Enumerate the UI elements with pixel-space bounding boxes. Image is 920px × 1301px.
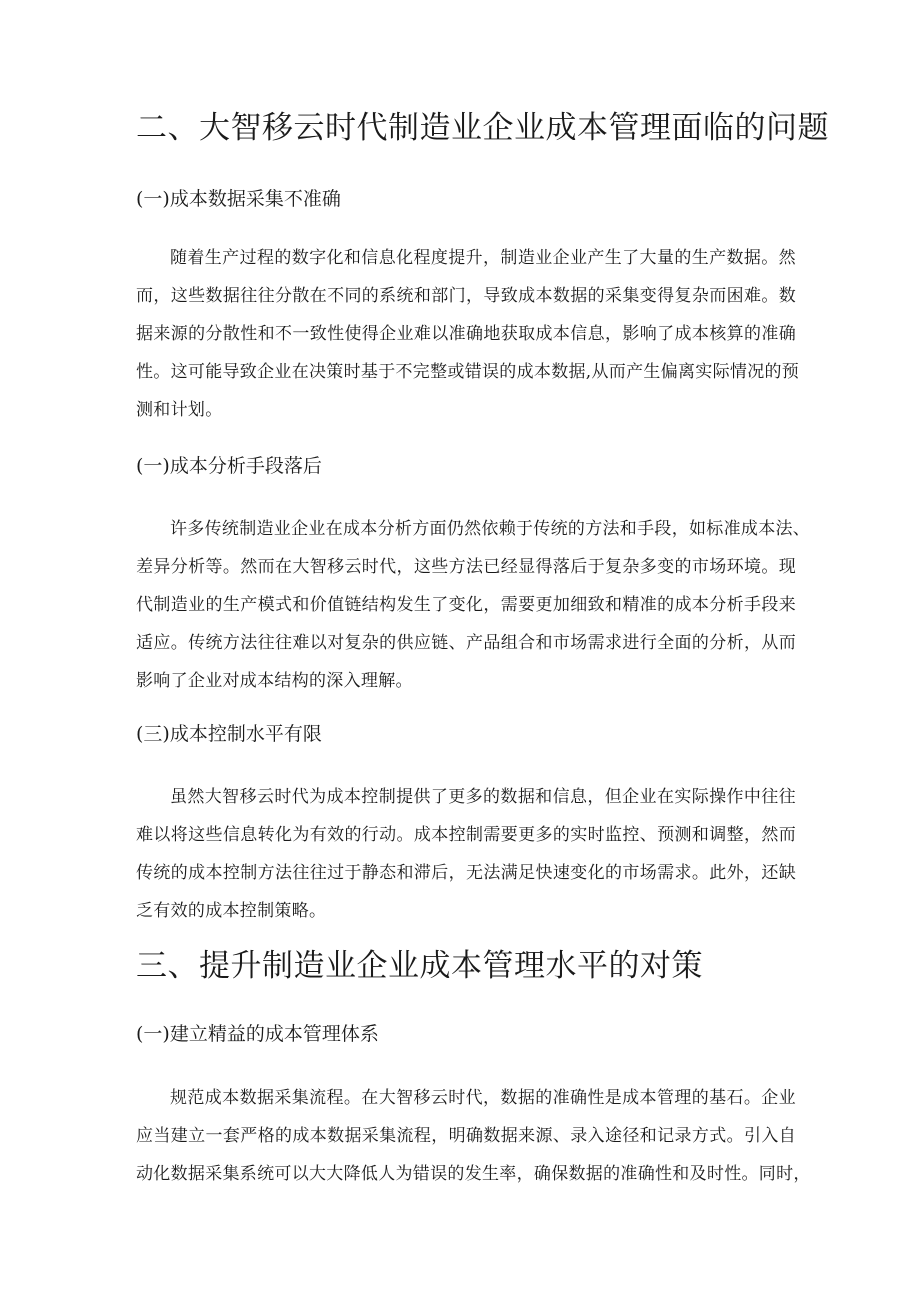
subsection-title-3-1: (一)建立精益的成本管理体系 [136,1023,379,1045]
paragraph-line: 性。这可能导致企业在决策时基于不完整或错误的成本数据,从而产生偏离实际情况的预 [136,362,800,382]
paragraph-2-2 [136,510,811,700]
paragraph-line: 许多传统制造业企业在成本分析方面仍然依赖于传统的方法和手段，如标准成本法、 [170,519,811,539]
paragraph-line: 而，这些数据往往分散在不同的系统和部门，导致成本数据的采集变得复杂而困难。数 [136,286,796,306]
paragraph-line: 应当建立一套严格的成本数据采集流程，明确数据来源、录入途径和记录方式。引入自 [136,1126,796,1146]
subsection-title-2-2: (一)成本分析手段落后 [136,455,322,477]
subsection-title-2-1: (一)成本数据采集不准确 [136,188,341,210]
paragraph-line: 动化数据采集系统可以大大降低人为错误的发生率，确保数据的准确性和及时性。同时， [136,1164,811,1184]
paragraph-line: 随着生产过程的数字化和信息化程度提升，制造业企业产生了大量的生产数据。然 [170,248,796,268]
paragraph-line: 乏有效的成本控制策略。 [136,901,327,921]
paragraph-line: 影响了企业对成本结构的深入理解。 [136,671,413,691]
subsection-title-2-3: (三)成本控制水平有限 [136,723,322,745]
paragraph-line: 代制造业的生产模式和价值链结构发生了变化，需要更加细致和精准的成本分析手段来 [136,595,796,615]
paragraph-2-1 [136,239,800,429]
paragraph-2-3 [136,778,796,930]
paragraph-line: 适应。传统方法往往难以对复杂的供应链、产品组合和市场需求进行全面的分析，从而 [136,633,796,653]
paragraph-line: 据来源的分散性和不一致性使得企业难以准确地获取成本信息，影响了成本核算的准确 [136,324,796,344]
paragraph-line: 测和计划。 [136,400,223,420]
paragraph-line: 规范成本数据采集流程。在大智移云时代，数据的准确性是成本管理的基石。企业 [170,1088,796,1108]
paragraph-line: 差异分析等。然而在大智移云时代，这些方法已经显得落后于复杂多变的市场环境。现 [136,557,796,577]
section-heading-2: 二、大智移云时代制造业企业成本管理面临的问题 [136,110,829,146]
paragraph-line: 虽然大智移云时代为成本控制提供了更多的数据和信息，但企业在实际操作中往往 [170,787,796,807]
section-heading-3: 三、提升制造业企业成本管理水平的对策 [136,948,703,984]
paragraph-3-1 [136,1079,811,1193]
paragraph-line: 难以将这些信息转化为有效的行动。成本控制需要更多的实时监控、预测和调整，然而 [136,825,796,845]
paragraph-line: 传统的成本控制方法往往过于静态和滞后，无法满足快速变化的市场需求。此外，还缺 [136,863,796,883]
